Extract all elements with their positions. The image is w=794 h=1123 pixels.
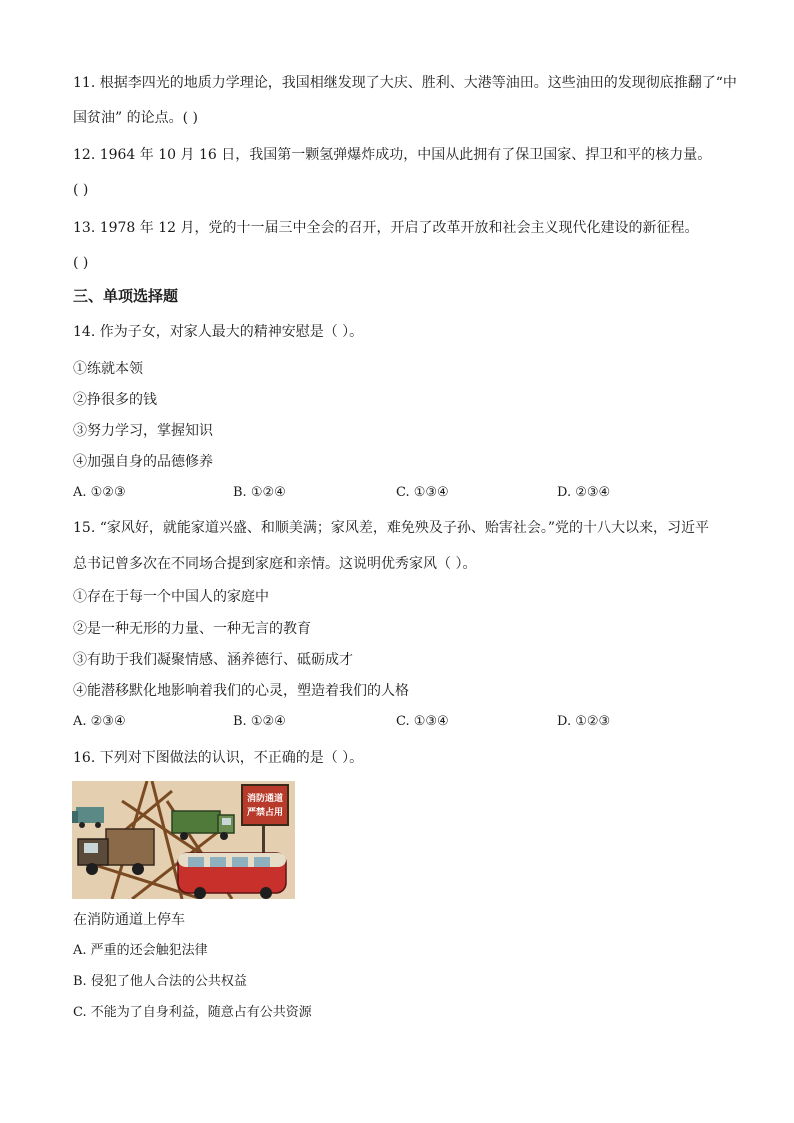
q16-option-a[interactable]: A. 严重的还会触犯法律 [73,943,208,958]
q15-item-2: ②是一种无形的力量、一种无言的教育 [73,621,311,637]
q14-option-a[interactable]: A. ①②③ [73,485,126,500]
q11-line2: 国贫油” 的论点。( ) [73,110,198,126]
fire-lane-illustration [72,781,295,899]
q13-line2: ( ) [73,255,89,271]
q15-option-b[interactable]: B. ①②④ [233,714,286,729]
q14-option-c[interactable]: C. ①③④ [396,485,449,500]
q15-option-d[interactable]: D. ①②③ [557,714,611,729]
sign-line1: 消防通道 [246,794,284,804]
q14-item-4: ④加强自身的品德修养 [73,454,213,470]
q15-stem-line1: 15. “家风好，就能家道兴盛、和顺美满；家风差，难免殃及子孙、贻害社会。”党的十八大以来，习近平 [73,520,710,536]
q15-option-c[interactable]: C. ①③④ [396,714,449,729]
q11-line1: 11. 根据李四光的地质力学理论，我国相继发现了大庆、胜利、大港等油田。这些油田的发现彻底推翻了“中 [73,75,737,91]
q12-line2: ( ) [73,182,89,198]
section-title: 三、单项选择题 [73,287,179,305]
q16-caption: 在消防通道上停车 [73,912,185,928]
q15-item-3: ③有助于我们凝聚情感、涵养德行、砥砺成才 [73,652,353,668]
q15-item-1: ①存在于每一个中国人的家庭中 [73,589,269,605]
q14-stem: 14. 作为子女，对家人最大的精神安慰是（ ）。 [73,324,364,340]
q16-option-c[interactable]: C. 不能为了自身利益，随意占有公共资源 [73,1005,312,1020]
q16-stem: 16. 下列对下图做法的认识，不正确的是（ ）。 [73,750,364,766]
q14-item-2: ②挣很多的钱 [73,392,157,408]
red-van-icon [178,853,286,899]
sign-line2: 严禁占用 [246,808,284,818]
q14-item-1: ①练就本领 [73,361,143,377]
q15-stem-line2: 总书记曾多次在不同场合提到家庭和亲情。这说明优秀家风（ ）。 [73,556,477,572]
q15-item-4: ④能潜移默化地影响着我们的心灵，塑造着我们的人格 [73,683,409,699]
q15-option-a[interactable]: A. ②③④ [73,714,126,729]
q14-option-b[interactable]: B. ①②④ [233,485,286,500]
q14-option-d[interactable]: D. ②③④ [557,485,611,500]
q16-option-b[interactable]: B. 侵犯了他人合法的公共权益 [73,974,247,989]
q12-line1: 12. 1964 年 10 月 16 日，我国第一颗氢弹爆炸成功，中国从此拥有了保卫国家、捍卫和平的核力量。 [73,147,712,163]
q13-line1: 13. 1978 年 12 月，党的十一届三中全会的召开，开启了改革开放和社会主义现代化建设的新征程。 [73,220,699,236]
q14-item-3: ③努力学习，掌握知识 [73,423,213,439]
